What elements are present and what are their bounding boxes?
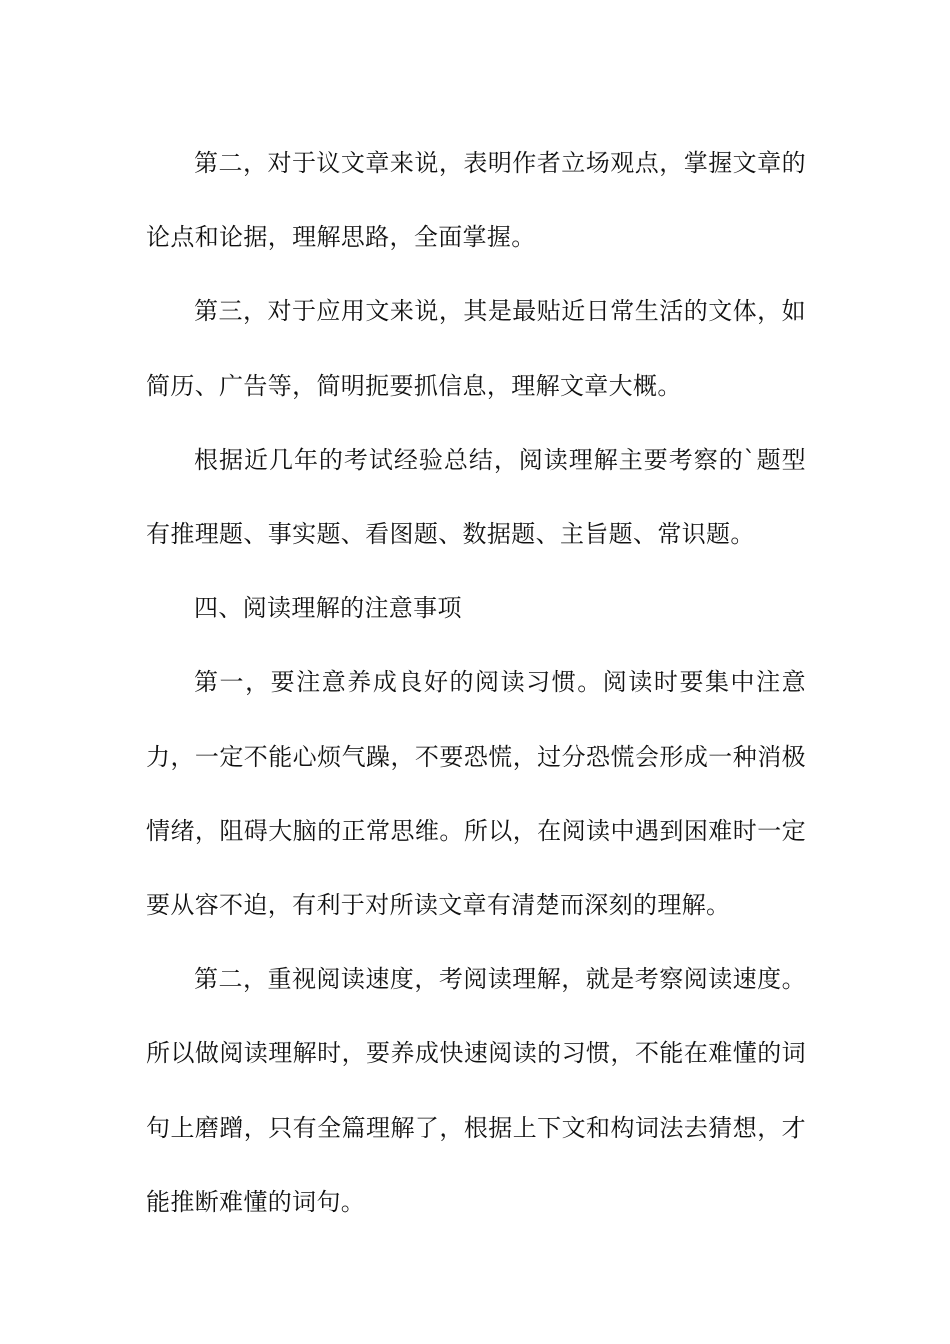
paragraph-4: 第一，要注意养成良好的阅读习惯。阅读时要集中注意力，一定不能心烦气躁，不要恐慌，过分恐慌会形成一种消极情绪，阻碍大脑的正常思维。所以，在阅读中遇到困难时一定要从容不迫，有利于对所读文章有清楚而深刻的理解。 <box>146 668 806 920</box>
paragraph-2: 第三，对于应用文来说，其是最贴近日常生活的文体，如简历、广告等，简明扼要抓信息，理解文章大概。 <box>146 297 806 400</box>
section-heading: 四、阅读理解的注意事项 <box>194 594 462 623</box>
paragraph-1: 第二，对于议文章来说，表明作者立场观点，掌握文章的论点和论据，理解思路，全面掌握。 <box>146 149 806 252</box>
paragraph-5: 第二，重视阅读速度，考阅读理解，就是考察阅读速度。所以做阅读理解时，要养成快速阅读的习惯，不能在难懂的词句上磨蹭，只有全篇理解了，根据上下文和构词法去猜想，才能推断难懂的词句。 <box>146 965 806 1216</box>
paragraph-3: 根据近几年的考试经验总结，阅读理解主要考察的`题型有推理题、事实题、看图题、数据题、主旨题、常识题。 <box>146 445 806 549</box>
document-body <box>146 126 806 1239</box>
